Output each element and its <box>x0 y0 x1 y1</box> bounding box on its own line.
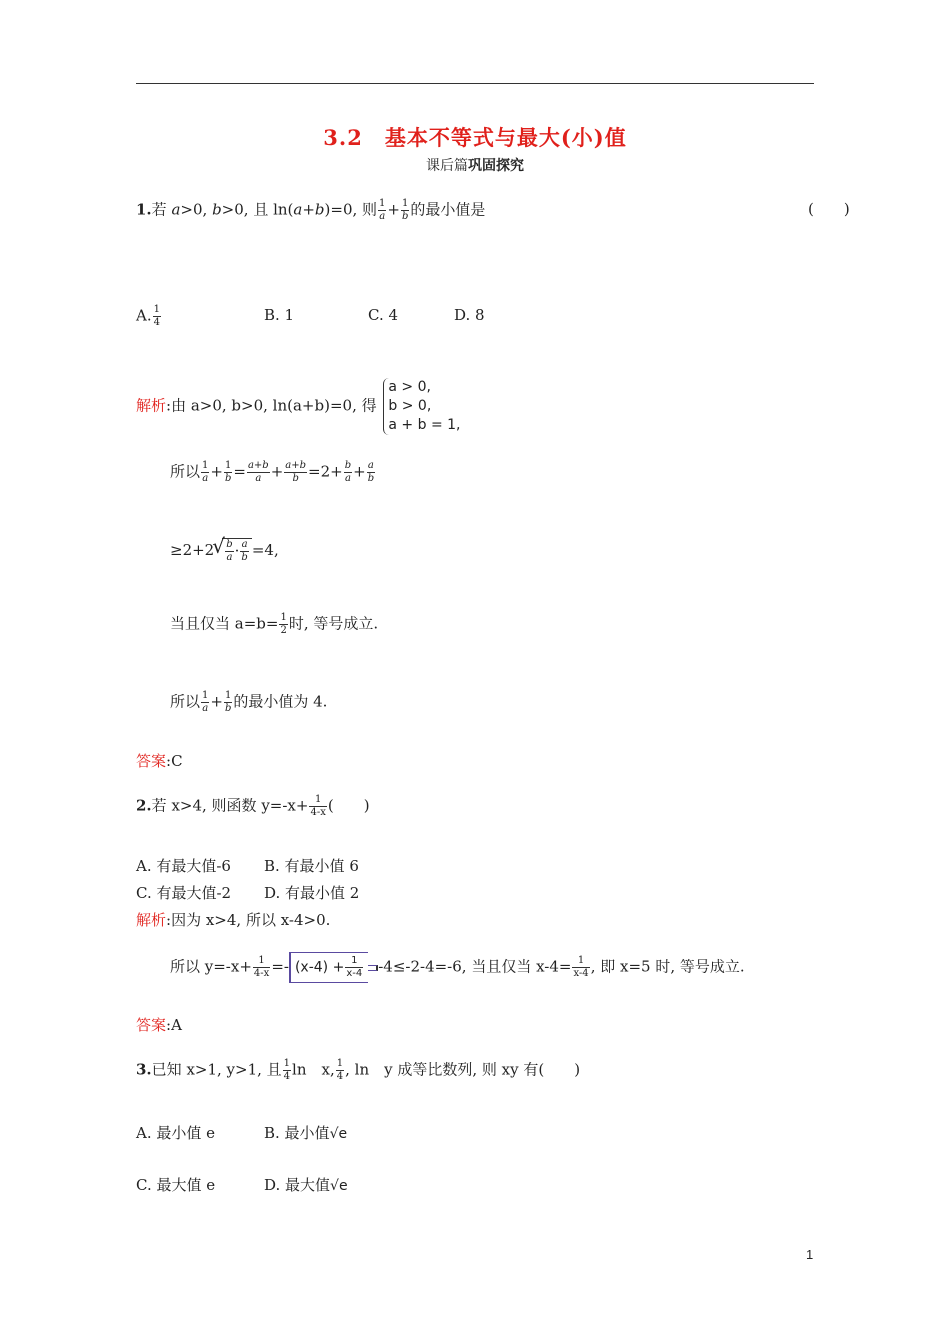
answer-paren: ( ) <box>808 200 850 218</box>
question-3: 3.已知 x>1, y>1, 且 $\frac{1}{4}$ ln x, $\frac{1}{4}$ , ln y 成等比数列, 则 xy 有( ) <box>136 1058 581 1082</box>
solution-2-line-2: 所以 y=-x+ $\frac{1}{4-x}$ =- (x-4) + $\frac{1}{x-4}$ -4≤-2-4=-6, 当且仅当 x-4= $\frac{1}{x-4}$ , 即 x=5 时, 等号成立. <box>170 952 745 983</box>
solution-1-line-5: 所以 $\frac{1}{a}$ + $\frac{1}{b}$ 的最小值为 4. <box>170 690 328 714</box>
option-d: D. 最大值√e <box>264 1176 348 1194</box>
option-b: B. 最小值√e <box>264 1124 348 1142</box>
fraction: $\frac{1}{b}$ <box>402 198 409 222</box>
solution-2-line-1: 解析:因为 x>4, 所以 x-4>0. <box>136 911 331 929</box>
bracket-expr: (x-4) + $\frac{1}{x-4}$ <box>289 952 368 983</box>
option-c: C. 最大值 e <box>136 1176 216 1194</box>
option-c: C. 4 <box>368 306 399 324</box>
question-1: 1.若 a>0, b>0, 且 ln(a+b)=0, 则 $\frac{1}{a}$ + $\frac{1}{b}$ 的最小值是 <box>136 198 486 222</box>
sqrt: √ $\frac{b}{a}$ · $\frac{a}{b}$ <box>222 538 252 564</box>
page-number: 1 <box>806 1247 814 1262</box>
solution-1-line-1: 解析:由 a>0, b>0, ln(a+b)=0, 得 a > 0, b > 0, a + b = 1, <box>136 379 461 433</box>
fraction: $\frac{1}{a}$ <box>379 198 386 222</box>
solution-1-line-3: ≥2+2 √ $\frac{b}{a}$ · $\frac{a}{b}$ =4, <box>170 538 279 564</box>
question-2: 2.若 x>4, 则函数 y=-x+ $\frac{1}{4-x}$ ( ) <box>136 794 370 818</box>
option-d: D. 有最小值 2 <box>264 884 360 902</box>
option-b: B. 有最小值 6 <box>264 857 359 875</box>
solution-1-line-4: 当且仅当 a=b= $\frac{1}{2}$ 时, 等号成立. <box>170 612 379 636</box>
option-a: A. 最小值 e <box>136 1124 216 1142</box>
equation-system: a > 0, b > 0, a + b = 1, <box>383 378 460 435</box>
option-d: D. 8 <box>454 306 485 324</box>
solution-1-line-2: 所以 $\frac{1}{a}$ + $\frac{1}{b}$ = $\frac{a+b}{a}$ + $\frac{a+b}{b}$ =2+ $\frac{b}{a}$ + $\frac{a}{b}$ <box>170 460 375 484</box>
option-b: B. 1 <box>264 306 295 324</box>
page-title: 3.2 基本不等式与最大(小)值 <box>323 125 627 150</box>
answer-1: 答案:C <box>136 752 183 770</box>
solution-label: 解析 <box>136 396 167 415</box>
header-rule <box>136 83 814 84</box>
answer-2: 答案:A <box>136 1016 182 1034</box>
page-subtitle: 课后篇巩固探究 <box>426 158 524 174</box>
option-a: A. $\frac{1}{4}$ <box>136 304 160 328</box>
option-c: C. 有最大值-2 <box>136 884 232 902</box>
option-a: A. 有最大值-6 <box>136 857 231 875</box>
